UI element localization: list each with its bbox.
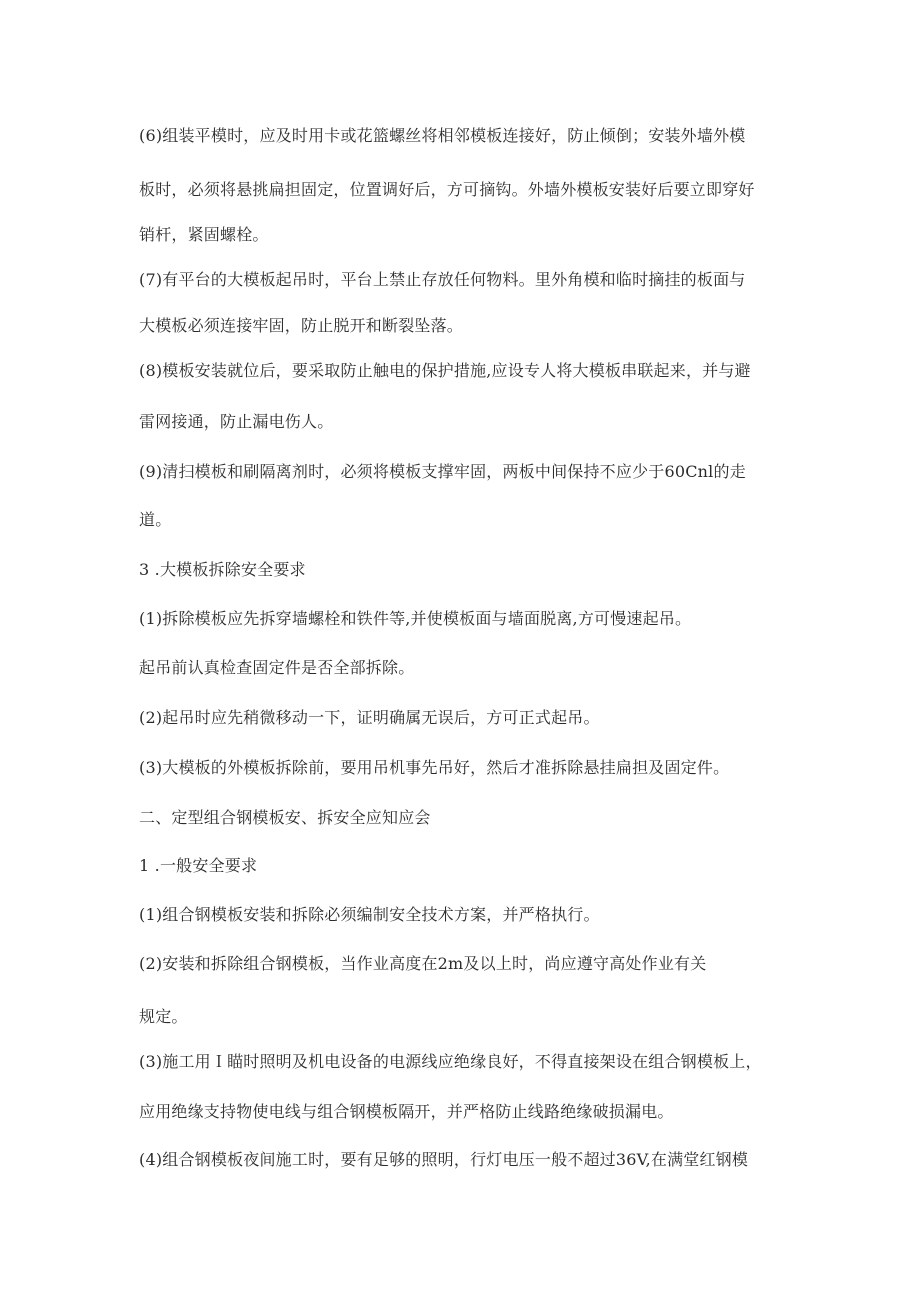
text-line: (6)组装平模时，应及时用卡或花篮螺丝将相邻模板连接好，防止倾倒；安装外墙外模 xyxy=(139,126,746,145)
text-line: (2)起吊时应先稍微移动一下，证明确属无误后，方可正式起吊。 xyxy=(139,708,600,727)
text-line: (3)大模板的外模板拆除前，要用吊机事先吊好，然后才准拆除悬挂扁担及固定件。 xyxy=(139,758,730,777)
text-line: (2)安装和拆除组合钢模板，当作业高度在2m及以上时，尚应遵守高处作业有关 xyxy=(139,954,707,973)
text-line: 应用绝缘支持物使电线与组合钢模板隔开，并严格防止线路绝缘破损漏电。 xyxy=(139,1102,674,1121)
text-line: (7)有平台的大模板起吊时，平台上禁止存放任何物料。里外角模和临时摘挂的板面与 xyxy=(139,270,746,289)
text-line: (1)拆除模板应先拆穿墙螺栓和铁件等,并使模板面与墙面脱离,方可慢速起吊。 xyxy=(139,609,692,628)
text-line: (1)组合钢模板安装和拆除必须编制安全技术方案，并严格执行。 xyxy=(139,905,600,924)
text-line: (3)施工用Ｉ瞄时照明及机电设备的电源线应绝缘良好，不得直接架设在组合钢模板上， xyxy=(139,1052,762,1071)
chapter-heading: 二、定型组合钢模板安、拆安全应知应会 xyxy=(139,808,431,827)
text-line: 销杆，紧固螺栓。 xyxy=(139,225,269,244)
text-line: 起吊前认真检查固定件是否全部拆除。 xyxy=(139,658,415,677)
text-line: 大模板必须连接牢固，防止脱开和断裂坠落。 xyxy=(139,316,464,335)
section-heading: 1 .一般安全要求 xyxy=(139,856,258,875)
text-line: (4)组合钢模板夜间施工时，要有足够的照明，行灯电压一般不超过36V,在满堂红钢模 xyxy=(139,1150,749,1169)
text-line: 雷网接通，防止漏电伤人。 xyxy=(139,412,334,431)
text-line: (8)模板安装就位后，要采取防止触电的保护措施,应设专人将大模板串联起来，并与避 xyxy=(139,361,751,380)
text-line: (9)清扫模板和刷隔离剂时，必须将模板支撑牢固，两板中间保持不应少于60Cnl的走 xyxy=(139,462,746,481)
text-line: 板时，必须将悬挑扁担固定，位置调好后，方可摘钩。外墙外模板安装好后要立即穿好 xyxy=(139,180,755,199)
text-line: 道。 xyxy=(139,510,172,529)
text-line: 规定。 xyxy=(139,1007,188,1026)
section-heading: 3 .大模板拆除安全要求 xyxy=(139,560,306,579)
